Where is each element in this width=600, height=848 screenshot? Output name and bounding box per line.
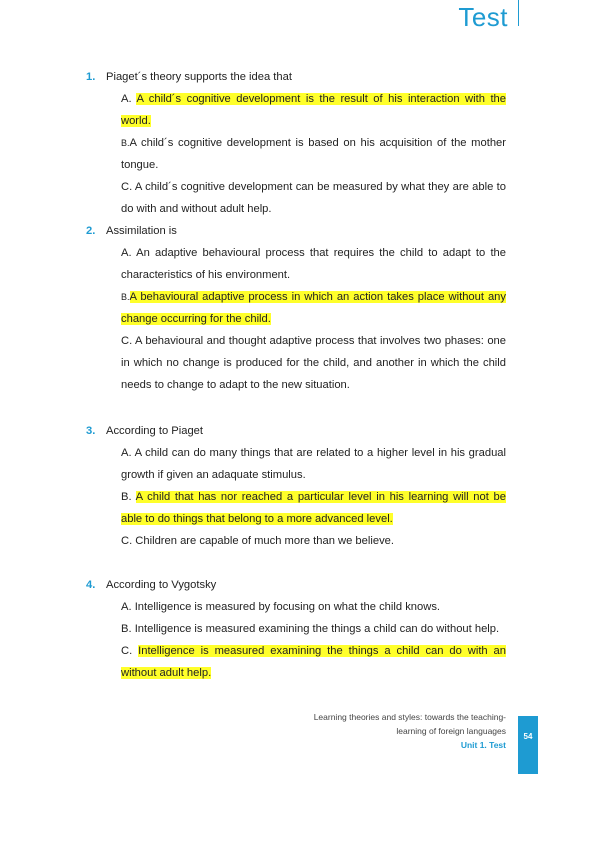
option-text: Children are capable of much more than we believe. (135, 535, 394, 547)
option-a (121, 242, 506, 286)
header-rule (518, 0, 519, 26)
option-text-highlighted: A child that has nor reached a particular level in his learning will not be able to do things that belong to a more advanced level. (121, 491, 506, 525)
question-heading (86, 574, 506, 596)
option-a (121, 442, 506, 486)
footer-unit: Unit 1. Test (460, 740, 506, 750)
option-a (121, 596, 506, 618)
option-b (121, 618, 506, 640)
options-list (121, 442, 506, 552)
question-number: 3. (86, 425, 96, 437)
question-text: Piaget´s theory supports the idea that (106, 71, 292, 83)
option-a (121, 88, 506, 132)
question-number: 2. (86, 225, 96, 237)
question-heading (86, 220, 506, 242)
option-c (121, 330, 506, 396)
question-number: 1. (86, 71, 96, 83)
footer-title-line2: learning of foreign languages (396, 726, 506, 736)
footer (314, 710, 506, 752)
option-text: Intelligence is measured examining the things a child can do without help. (134, 623, 500, 635)
option-text-highlighted: Intelligence is measured examining the things a child can do with an without adult help. (121, 645, 506, 679)
option-c (121, 176, 506, 220)
option-prefix: A. (121, 601, 135, 613)
option-prefix: C. (121, 645, 139, 657)
question-1 (86, 66, 506, 220)
option-b (121, 132, 506, 176)
option-c (121, 530, 506, 552)
question-number: 4. (86, 579, 96, 591)
option-text: Intelligence is measured by focusing on what the child knows. (134, 601, 441, 613)
option-prefix: B. (121, 623, 135, 635)
option-text: An adaptive behavioural process that requires the child to adapt to the characteristics of his environment. (121, 247, 506, 281)
question-heading (86, 420, 506, 442)
question-heading (86, 66, 506, 88)
page-number: 54 (523, 732, 533, 741)
option-b (121, 286, 506, 330)
options-list (121, 242, 506, 396)
option-prefix: A. (121, 247, 137, 259)
option-prefix: B. (121, 292, 130, 302)
option-prefix: B. (121, 491, 136, 503)
options-list (121, 596, 506, 684)
options-list (121, 88, 506, 220)
page-number-tab (518, 716, 538, 774)
option-prefix: C. (121, 335, 136, 347)
option-text-highlighted: A child´s cognitive development is the result of his interaction with the world. (121, 93, 506, 127)
option-c (121, 640, 506, 684)
option-prefix: A. (121, 93, 137, 105)
option-text: A behavioural and thought adaptive process that involves two phases: one in which no change is produced for the child, and another in which the child needs to change to adapt to the new situation. (121, 335, 506, 391)
option-prefix: C. (121, 181, 135, 193)
question-text: According to Vygotsky (106, 579, 217, 591)
option-text-highlighted: A behavioural adaptive process in which an action takes place without any change occurring for the child. (121, 291, 506, 325)
option-prefix: C. (121, 535, 136, 547)
option-prefix: B. (121, 138, 130, 148)
question-text: According to Piaget (106, 425, 204, 437)
question-3 (86, 420, 506, 552)
option-text: A child can do many things that are related to a higher level in his gradual growth if given an adaquate stimulus. (121, 447, 506, 481)
question-2 (86, 220, 506, 396)
option-prefix: A. (121, 447, 135, 459)
question-4 (86, 574, 506, 684)
option-b (121, 486, 506, 530)
header-title: Test (458, 2, 508, 32)
option-text: A child´s cognitive development can be measured by what they are able to do with and without adult help. (121, 181, 506, 215)
option-text: A child´s cognitive development is based on his acquisition of the mother tongue. (121, 137, 506, 171)
footer-title-line1: Learning theories and styles: towards the teaching- (313, 712, 506, 722)
question-text: Assimilation is (106, 225, 177, 237)
